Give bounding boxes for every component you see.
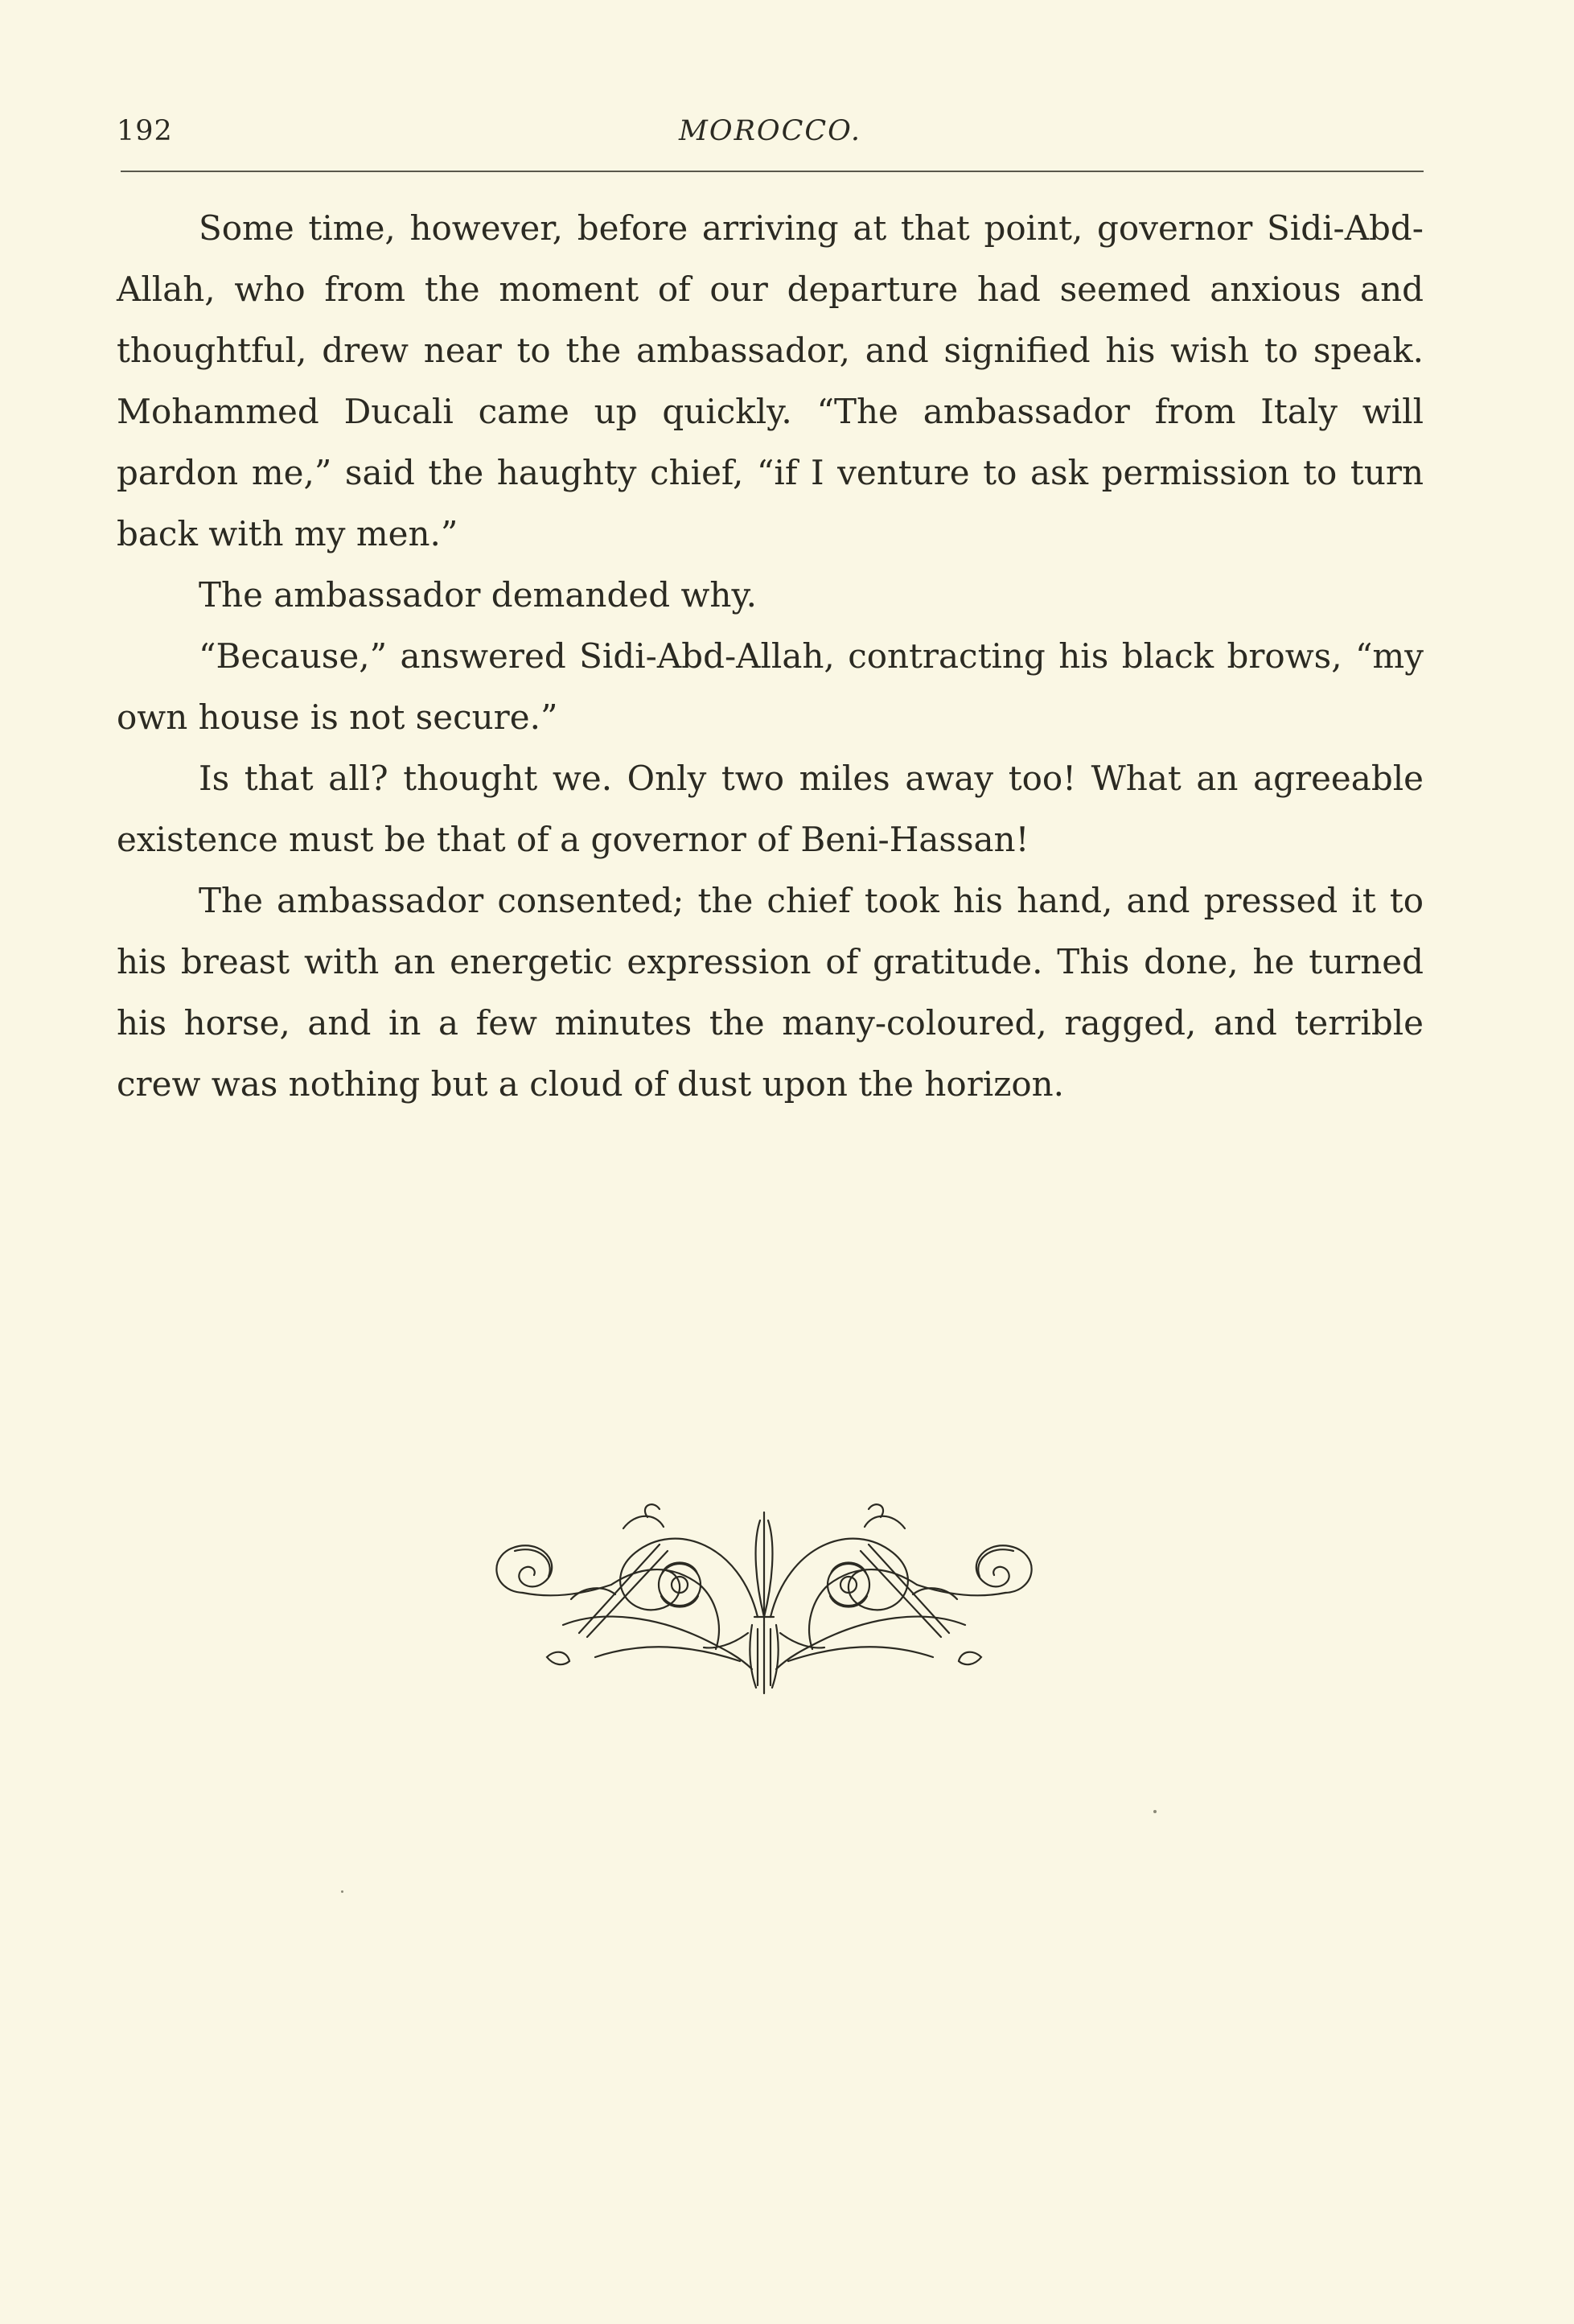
paragraph: Is that all? thought we. Only two miles away too! What an agreeable existence must be that of a governor of Beni-Hassan! (117, 759, 1424, 859)
paragraph: The ambassador demanded why. (199, 575, 757, 615)
header-rule (121, 171, 1424, 172)
paragraph: The ambassador consented; the chief took his hand, and pressed it to his breast with an energetic expression of gratitude. This done, he turned his horse, and in a few minutes the many-coloured, ragged, and terrible crew was nothing but a cloud of dust upon the horizon. (117, 881, 1424, 1104)
page-number: 192 (117, 115, 173, 147)
paper-speck (341, 1890, 343, 1893)
center-stem (704, 1512, 824, 1693)
paragraph: Some time, however, before arriving at that point, governor Sidi-Abd-Allah, who from the moment of our departure had seemed anxious and thoughtful, drew near to the ambassador, and signified his wish to speak. Mohammed Ducali came up quickly. “The ambassador from Italy will pardon me,” said the haughty chief, “if I venture to ask permission to turn back with my men.” (117, 208, 1424, 553)
paper-speck (1153, 1810, 1157, 1813)
page-header (117, 109, 1424, 157)
body-text (117, 198, 1424, 1115)
running-head: MOROCCO. (679, 115, 861, 147)
floral-scroll-ornament-icon (475, 1496, 1054, 1705)
paragraph: “Because,” answered Sidi-Abd-Allah, contracting his black brows, “my own house is not secure.” (117, 636, 1424, 737)
